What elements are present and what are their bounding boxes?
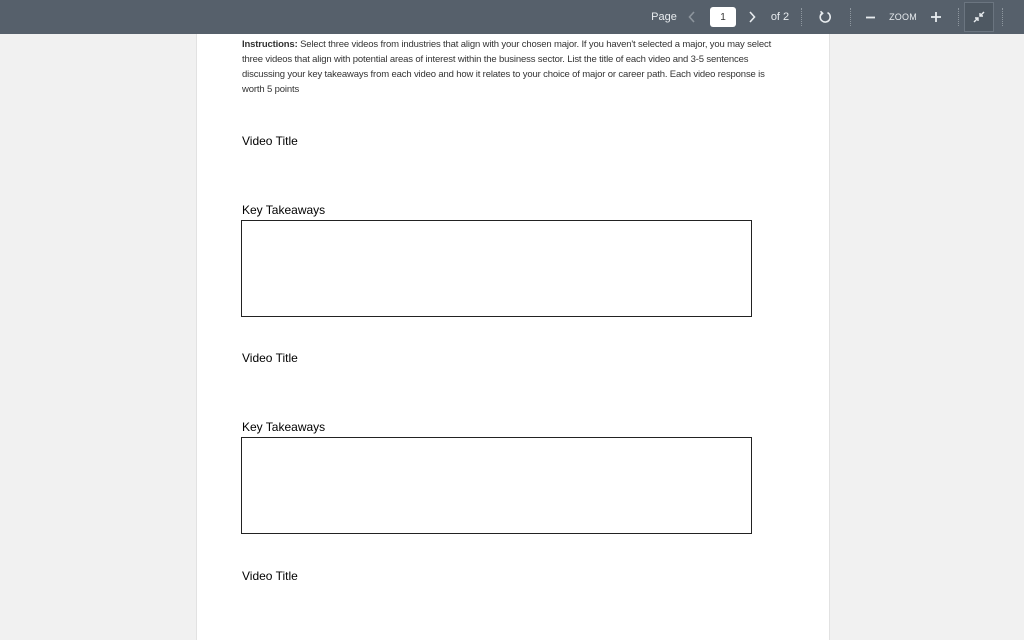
video-title-label-3: Video Title	[242, 569, 298, 583]
page-label: Page	[651, 11, 677, 23]
toolbar-divider	[1002, 8, 1003, 26]
rotate-icon	[818, 10, 832, 24]
key-takeaways-box-1[interactable]	[241, 220, 752, 317]
instructions-text	[242, 37, 777, 97]
collapse-view-button[interactable]	[964, 2, 994, 32]
chevron-right-icon	[748, 11, 756, 23]
chevron-left-icon	[688, 11, 696, 23]
instructions-heading: Instructions:	[242, 39, 298, 50]
next-page-button[interactable]	[744, 0, 760, 34]
pdf-toolbar	[0, 0, 1024, 34]
zoom-label: ZOOM	[889, 12, 917, 22]
key-takeaways-label-1: Key Takeaways	[242, 203, 326, 217]
toolbar-divider	[801, 8, 802, 26]
toolbar-divider	[850, 8, 851, 26]
zoom-out-button[interactable]	[862, 0, 878, 34]
collapse-icon	[973, 11, 985, 23]
plus-icon	[930, 11, 942, 23]
key-takeaways-label-2: Key Takeaways	[242, 420, 326, 434]
video-title-label-2: Video Title	[242, 351, 298, 365]
page-count-label: of 2	[770, 11, 790, 23]
rotate-button[interactable]	[814, 0, 836, 34]
minus-icon	[865, 12, 876, 23]
document-page	[196, 34, 830, 640]
previous-page-button[interactable]	[684, 0, 700, 34]
instructions-body: Select three videos from industries that align with your chosen major. If you haven't selected a major, you may select three videos that align with potential areas of interest within the business sector. List the title of each video and 3-5 sentences discussing your key takeaways from each video and how it relates to your choice of major or career path. Each video response is worth 5 points	[242, 39, 772, 95]
key-takeaways-box-2[interactable]	[241, 437, 752, 534]
page-number-input[interactable]	[710, 7, 736, 27]
video-title-label-1: Video Title	[242, 134, 298, 148]
zoom-in-button[interactable]	[928, 0, 944, 34]
toolbar-divider	[958, 8, 959, 26]
